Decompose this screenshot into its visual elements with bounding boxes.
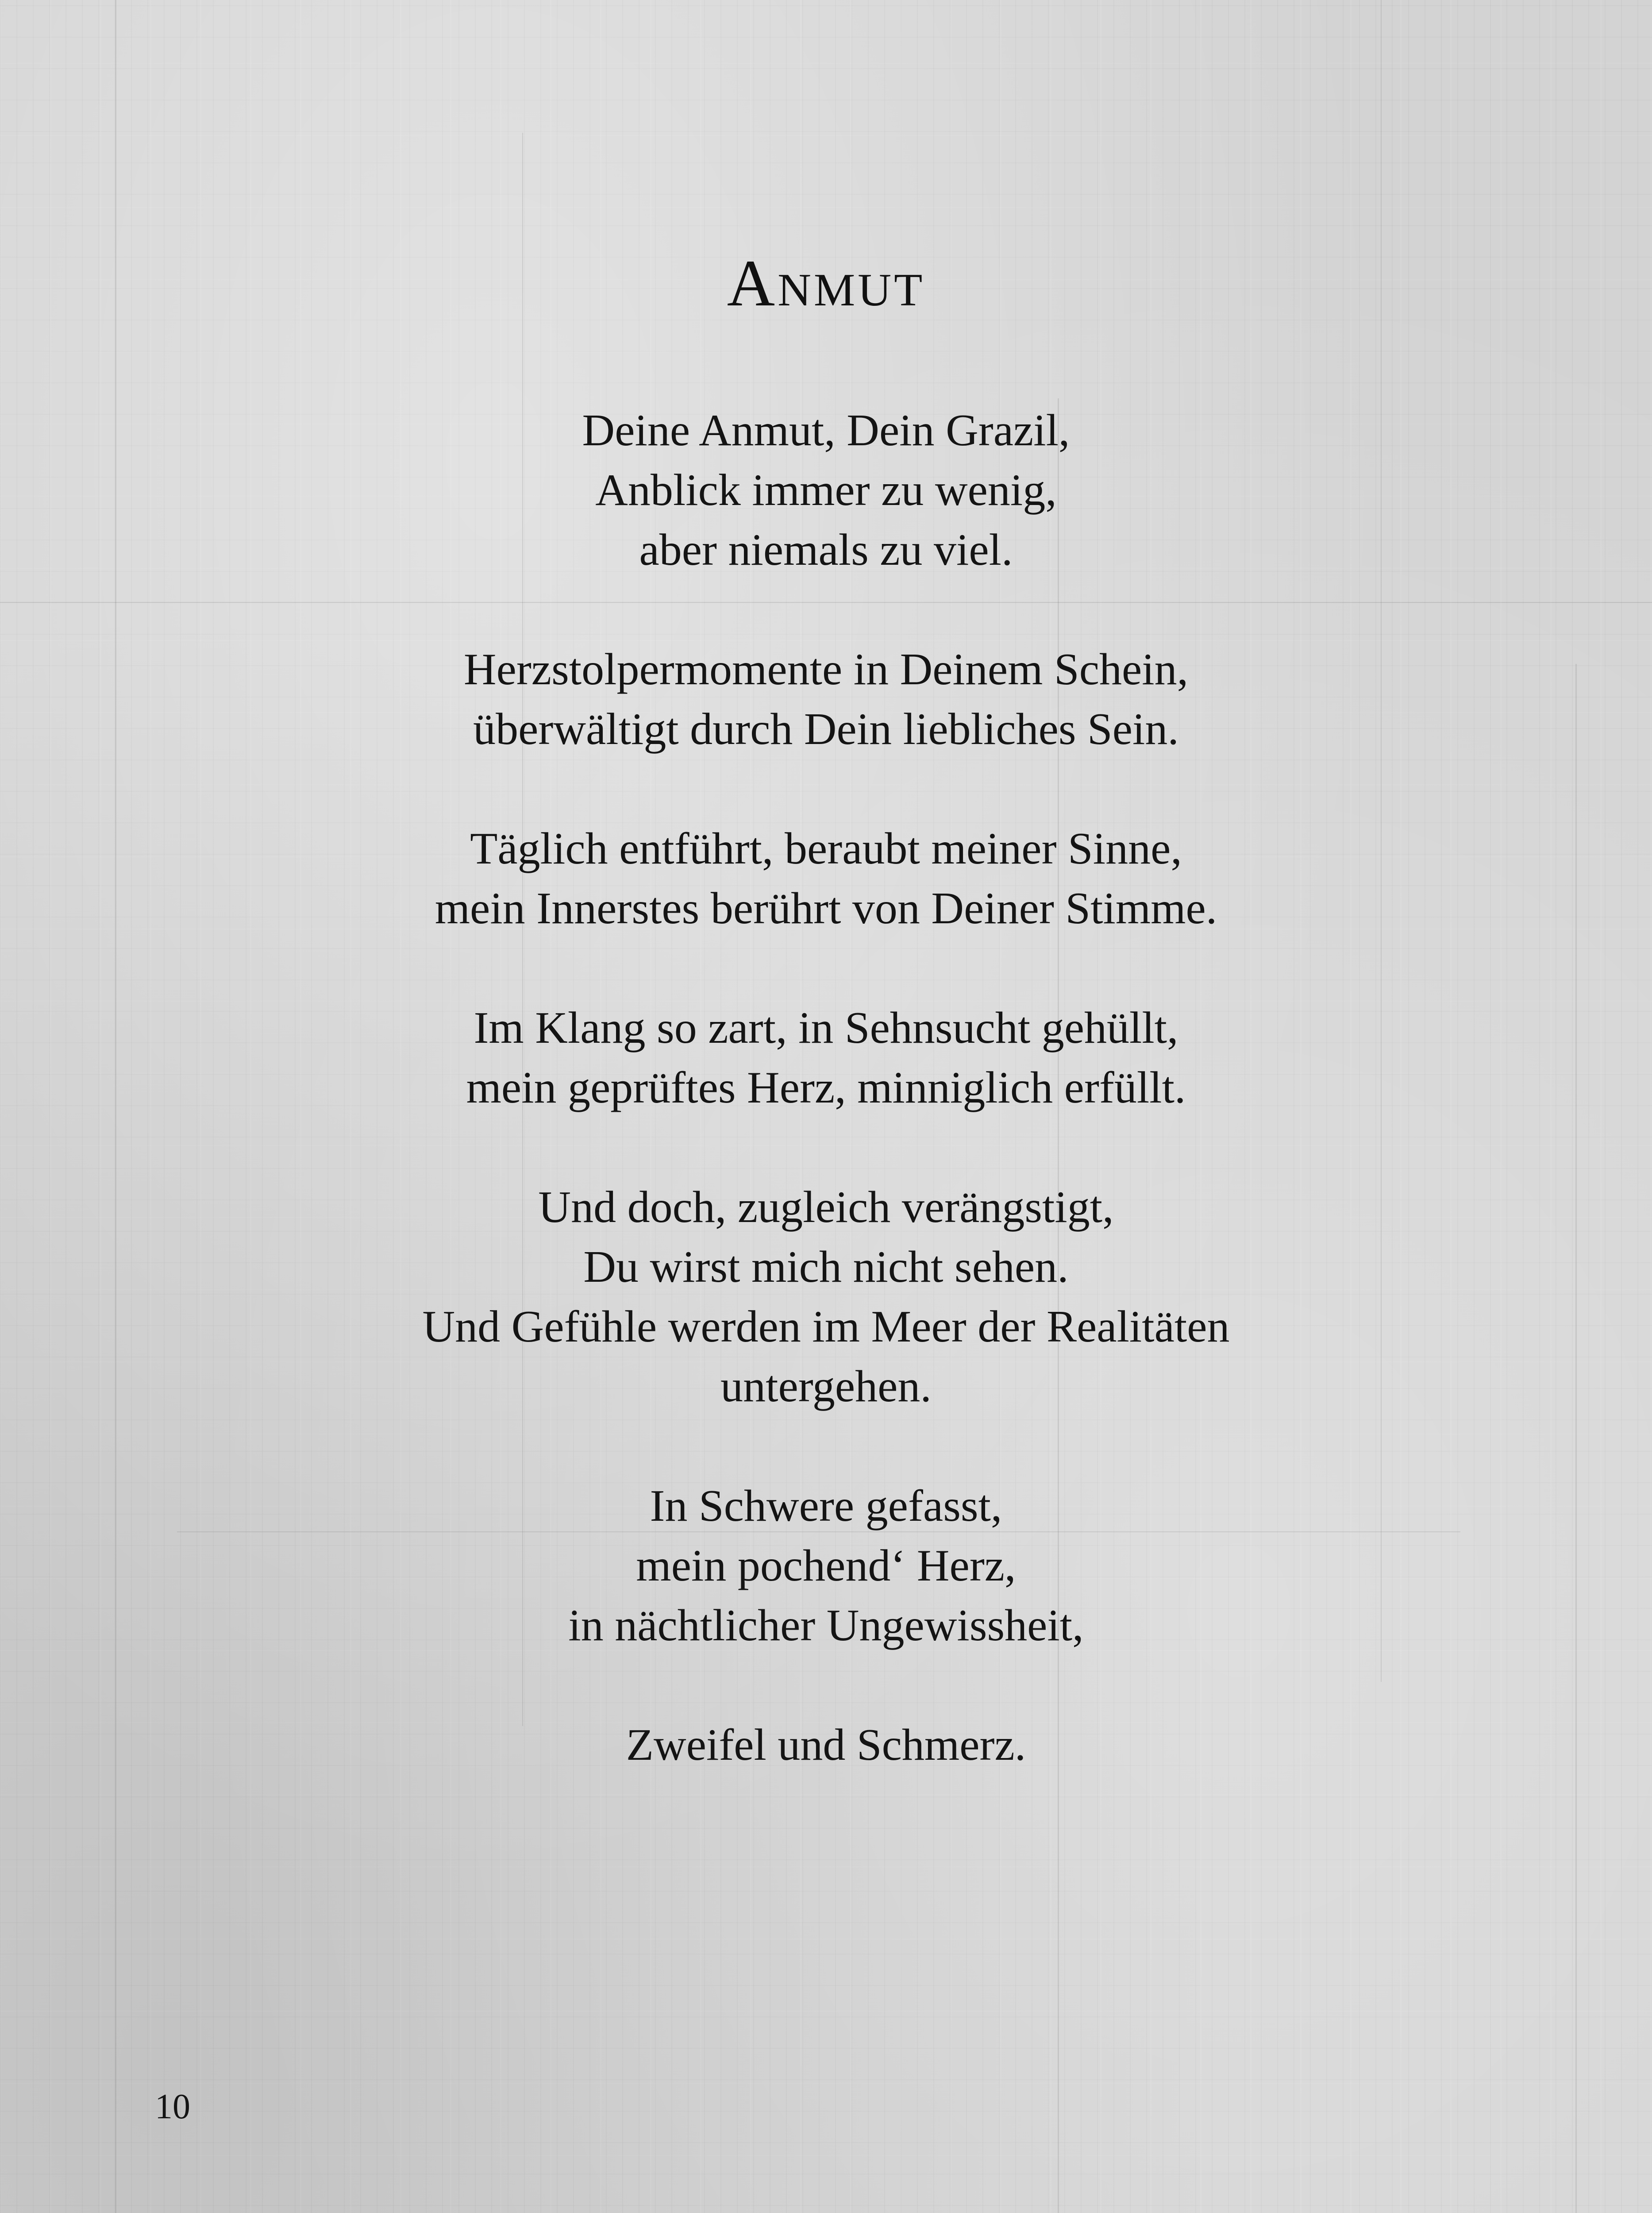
poem-line: Täglich entführt, beraubt meiner Sinne, xyxy=(470,824,1182,874)
poem-line: Zweifel und Schmerz. xyxy=(626,1720,1026,1770)
poem-line: mein Innerstes berührt von Deiner Stimme. xyxy=(435,883,1217,933)
stanza xyxy=(0,1715,1652,1775)
stanza xyxy=(0,998,1652,1118)
poem-line: Und doch, zugleich verängstigt, xyxy=(538,1182,1114,1232)
page-number: 10 xyxy=(155,2087,190,2126)
poem-line: mein pochend‘ Herz, xyxy=(636,1541,1016,1591)
stanza xyxy=(0,1476,1652,1655)
stanza xyxy=(0,640,1652,759)
poem-title: Anmut xyxy=(727,247,925,320)
stanza xyxy=(0,1177,1652,1416)
poem-body xyxy=(0,401,1652,1835)
stanza xyxy=(0,819,1652,938)
poem-line: aber niemals zu viel. xyxy=(639,525,1013,575)
poem-line: überwältigt durch Dein liebliches Sein. xyxy=(473,704,1179,754)
poem-line: untergehen. xyxy=(720,1361,932,1411)
poem-line: mein geprüftes Herz, minniglich erfüllt. xyxy=(466,1063,1186,1113)
poem-line: Du wirst mich nicht sehen. xyxy=(583,1242,1069,1292)
poem-line: Deine Anmut, Dein Grazil, xyxy=(582,405,1070,455)
poem-line: in nächtlicher Ungewissheit, xyxy=(568,1600,1084,1650)
poem-line: Und Gefühle werden im Meer der Realitäten xyxy=(422,1302,1230,1352)
poem-line: In Schwere gefasst, xyxy=(650,1481,1002,1531)
poem-line: Herzstolpermomente in Deinem Schein, xyxy=(463,644,1189,694)
poem-line: Anblick immer zu wenig, xyxy=(595,465,1057,515)
poem-line: Im Klang so zart, in Sehnsucht gehüllt, xyxy=(474,1003,1178,1053)
stanza xyxy=(0,401,1652,580)
